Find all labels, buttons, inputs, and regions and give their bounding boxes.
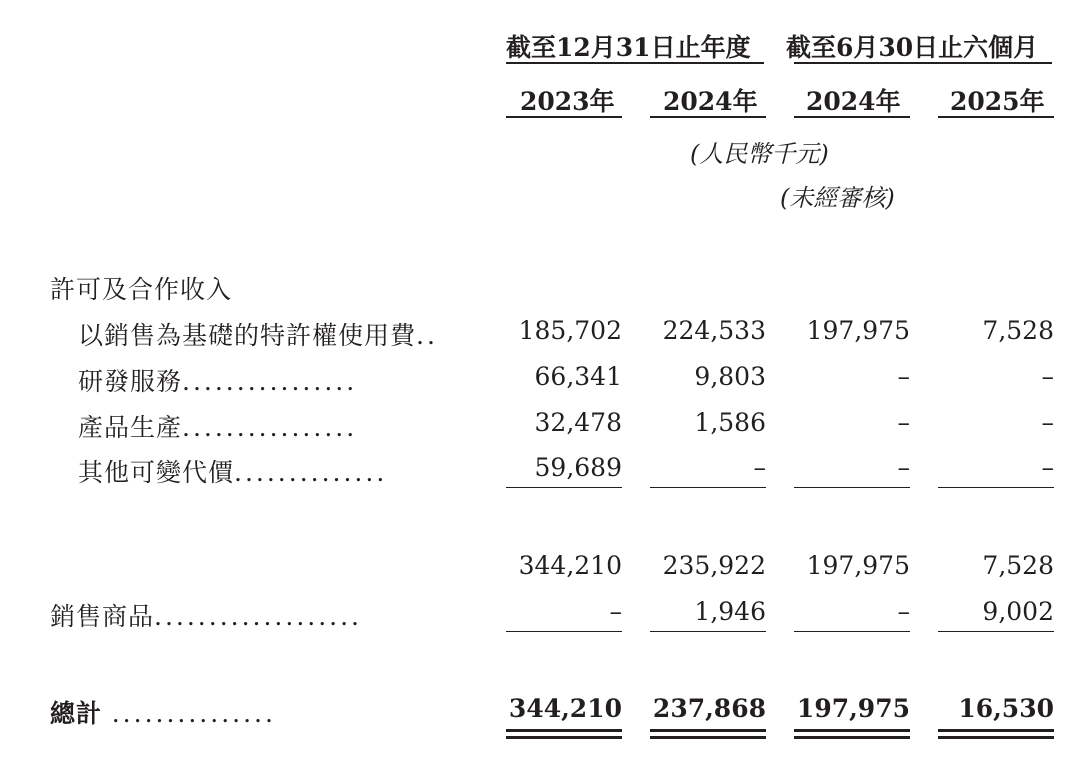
cell: – xyxy=(897,597,910,626)
cell: 185,702 xyxy=(518,316,622,345)
goods-rule-2 xyxy=(650,631,766,632)
col-rule-1 xyxy=(506,116,622,118)
subtotal-cell: 197,975 xyxy=(806,551,910,580)
goods-rule-4 xyxy=(938,631,1054,632)
cell: 7,528 xyxy=(982,316,1054,345)
total-cell: 344,210 xyxy=(508,694,622,723)
period-header-year: 截至12月31日止年度 xyxy=(506,33,751,62)
subtotal-cell: 7,528 xyxy=(982,551,1054,580)
cell: 59,689 xyxy=(534,453,622,482)
cell: 9,002 xyxy=(982,597,1054,626)
section-title: 許可及合作收入 xyxy=(50,275,233,304)
total-double-rule-2 xyxy=(650,729,766,739)
cell: – xyxy=(897,408,910,437)
cell: – xyxy=(1041,362,1054,391)
cell: – xyxy=(897,453,910,482)
cell: 1,586 xyxy=(694,408,766,437)
total-double-rule-1 xyxy=(506,729,622,739)
column-2024-half: 2024年 xyxy=(806,87,901,116)
cell: 32,478 xyxy=(534,408,622,437)
cell: 66,341 xyxy=(534,362,622,391)
total-double-rule-4 xyxy=(938,729,1054,739)
header-rule-half xyxy=(794,62,1052,64)
goods-rule-1 xyxy=(506,631,622,632)
cell: – xyxy=(1041,408,1054,437)
goods-rule-3 xyxy=(794,631,910,632)
cell: – xyxy=(1041,453,1054,482)
cell: – xyxy=(753,453,766,482)
subtotal-rule-1 xyxy=(506,487,622,488)
cell: 9,803 xyxy=(694,362,766,391)
column-2024: 2024年 xyxy=(663,87,758,116)
total-cell: 16,530 xyxy=(958,694,1054,723)
subtotal-cell: 235,922 xyxy=(662,551,766,580)
col-rule-3 xyxy=(794,116,910,118)
cell: 1,946 xyxy=(694,597,766,626)
column-2023: 2023年 xyxy=(520,87,615,116)
subtotal-rule-4 xyxy=(938,487,1054,488)
total-double-rule-3 xyxy=(794,729,910,739)
currency-note: (人民幣千元) xyxy=(690,140,829,168)
header-rule-year xyxy=(506,62,764,64)
cell: 197,975 xyxy=(806,316,910,345)
cell: – xyxy=(609,597,622,626)
cell: – xyxy=(897,362,910,391)
unaudited-note: (未經審核) xyxy=(780,184,895,212)
row-label-other: 其他可變代價.............. xyxy=(78,458,388,487)
column-2025-half: 2025年 xyxy=(950,87,1045,116)
subtotal-rule-3 xyxy=(794,487,910,488)
total-cell: 197,975 xyxy=(796,694,910,723)
row-label-royalty: 以銷售為基礎的特許權使用費.. xyxy=(78,321,438,350)
row-label-total: 總計 ............... xyxy=(50,699,276,728)
row-label-production: 產品生產................ xyxy=(78,413,358,442)
row-label-goods: 銷售商品................... xyxy=(50,602,363,631)
col-rule-4 xyxy=(938,116,1054,118)
total-cell: 237,868 xyxy=(652,694,766,723)
cell: 224,533 xyxy=(662,316,766,345)
row-label-rd: 研發服務................ xyxy=(78,367,358,396)
col-rule-2 xyxy=(650,116,766,118)
period-header-half: 截至6月30日止六個月 xyxy=(786,33,1039,62)
subtotal-rule-2 xyxy=(650,487,766,488)
subtotal-cell: 344,210 xyxy=(518,551,622,580)
